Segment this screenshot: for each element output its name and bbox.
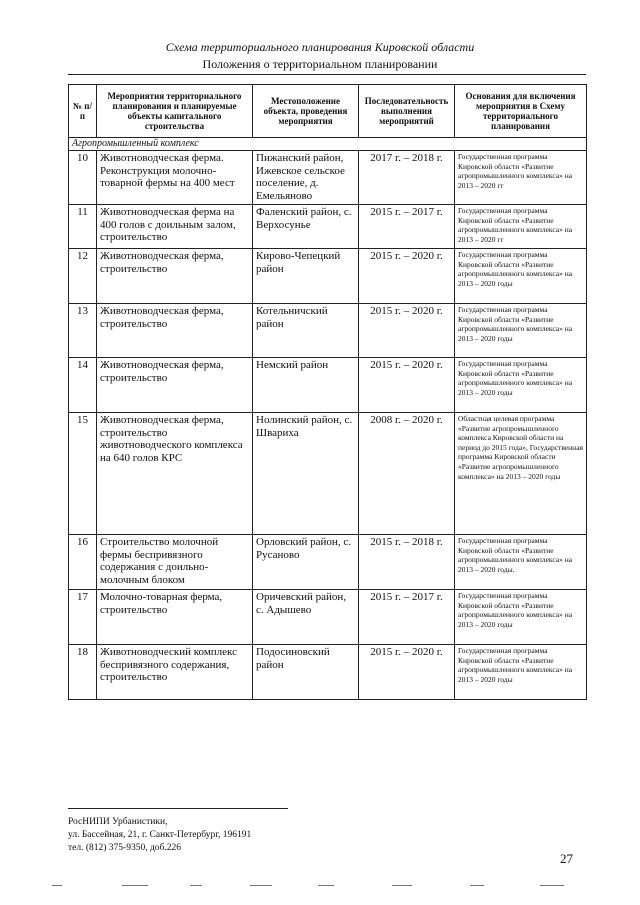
row-number: 18 (69, 645, 97, 700)
table-row (69, 205, 587, 249)
row-location: Подосиновский район (253, 645, 359, 700)
row-period: 2015 г. – 2017 г. (359, 590, 455, 645)
row-number: 13 (69, 304, 97, 358)
table-row (69, 151, 587, 205)
scan-artifact (392, 885, 412, 886)
activities-table (68, 84, 587, 700)
row-period: 2015 г. – 2020 г. (359, 304, 455, 358)
row-number: 14 (69, 358, 97, 413)
table-header-row (69, 85, 587, 138)
column-header-sequence: Последовательность выполнения мероприятий (359, 85, 455, 138)
row-basis: Государственная программа Кировской области «Развитие агропромышленного комплекса» на 2013 – 2020 годы. (455, 535, 587, 590)
row-activity: Животноводческая ферма, строительство (97, 304, 253, 358)
row-activity: Животноводческая ферма, строительство животноводческого комплекса на 640 голов КРС (97, 413, 253, 535)
footer-contacts (68, 816, 251, 855)
row-basis: Государственная программа Кировской области «Развитие агропромышленного комплекса» на 2013 – 2020 гг (455, 151, 587, 205)
row-basis: Государственная программа Кировской области «Развитие агропромышленного комплекса» на 2013 – 2020 годы (455, 645, 587, 700)
row-period: 2015 г. – 2020 г. (359, 249, 455, 304)
table-row (69, 590, 587, 645)
row-period: 2015 г. – 2018 г. (359, 535, 455, 590)
row-basis: Государственная программа Кировской области «Развитие агропромышленного комплекса» на 2013 – 2020 годы (455, 304, 587, 358)
row-basis: Государственная программа Кировской области «Развитие агропромышленного комплекса» на 2013 – 2020 годы (455, 358, 587, 413)
document-title: Схема территориального планирования Кировской области (165, 40, 475, 54)
row-period: 2017 г. – 2018 г. (359, 151, 455, 205)
row-period: 2015 г. – 2017 г. (359, 205, 455, 249)
row-activity: Молочно-товарная ферма, строительство (97, 590, 253, 645)
column-header-basis: Основания для включения мероприятия в Схему территориального планирования (455, 85, 587, 138)
row-location: Немский район (253, 358, 359, 413)
row-number: 10 (69, 151, 97, 205)
row-number: 15 (69, 413, 97, 535)
scan-artifact (122, 885, 148, 886)
row-activity: Животноводческий комплекс беспривязного содержания, строительство (97, 645, 253, 700)
table-row (69, 304, 587, 358)
row-basis: Государственная программа Кировской области «Развитие агропромышленного комплекса» на 2013 – 2020 гг (455, 205, 587, 249)
page-number: 27 (560, 851, 573, 866)
row-number: 17 (69, 590, 97, 645)
row-location: Орловский район, с. Русаново (253, 535, 359, 590)
row-activity: Животноводческая ферма, строительство (97, 249, 253, 304)
row-number: 11 (69, 205, 97, 249)
column-header-activity: Мероприятия территориального планирования и планируемые объекты капитального строительства (97, 85, 253, 138)
row-location: Пижанский район, Ижевское сельское поселение, д. Емельяново (253, 151, 359, 205)
footer-org: РосНИПИ Урбанистики, (68, 817, 168, 827)
column-header-location: Местоположение объекта, проведения мероприятия (253, 85, 359, 138)
row-period: 2015 г. – 2020 г. (359, 358, 455, 413)
row-location: Оричевский район, с. Адышево (253, 590, 359, 645)
row-basis: Государственная программа Кировской области «Развитие агропромышленного комплекса» на 2013 – 2020 годы (455, 590, 587, 645)
section-label: Агропромышленный комплекс (69, 138, 587, 151)
row-number: 12 (69, 249, 97, 304)
footer-address: ул. Бассейная, 21, г. Санкт-Петербург, 196191 (68, 830, 252, 840)
row-activity: Животноводческая ферма. Реконструкция молочно-товарной фермы на 400 мест (97, 151, 253, 205)
row-period: 2015 г. – 2020 г. (359, 645, 455, 700)
row-number: 16 (69, 535, 97, 590)
scan-artifact (470, 885, 484, 886)
table-row (69, 413, 587, 535)
table-row (69, 535, 587, 590)
scan-artifact (52, 885, 62, 886)
table-row (69, 645, 587, 700)
scan-artifact (540, 885, 564, 886)
row-period: 2008 г. – 2020 г. (359, 413, 455, 535)
scan-artifact (190, 885, 202, 886)
row-basis: Областная целевая программа «Развитие агропромышленного комплекса Кировской области на период до 2015 года», Государственная программа Кировской области «Развитие агропромышленного комплекса» на 2013 – 2020 годы (455, 413, 587, 535)
row-location: Фаленский район, с. Верхосунье (253, 205, 359, 249)
document-subtitle: Положения о территориальном планировании (202, 57, 438, 71)
row-basis: Государственная программа Кировской области «Развитие агропромышленного комплекса» на 2013 – 2020 годы (455, 249, 587, 304)
scan-artifact (318, 885, 334, 886)
column-header-number: № п/п (69, 85, 97, 138)
footer-phone: тел. (812) 375-9350, доб.226 (68, 843, 182, 853)
table-row (69, 358, 587, 413)
row-activity: Животноводческая ферма, строительство (97, 358, 253, 413)
header-divider (68, 74, 586, 75)
section-row (69, 138, 587, 151)
row-activity: Животноводческая ферма на 400 голов с доильным залом, строительство (97, 205, 253, 249)
row-location: Котельничский район (253, 304, 359, 358)
row-location: Кирово-Чепецкий район (253, 249, 359, 304)
footer-divider (68, 808, 288, 809)
row-location: Нолинский район, с. Швариха (253, 413, 359, 535)
row-activity: Строительство молочной фермы беспривязного содержания с доильно-молочным блоком (97, 535, 253, 590)
table-row (69, 249, 587, 304)
scan-artifact (250, 885, 272, 886)
